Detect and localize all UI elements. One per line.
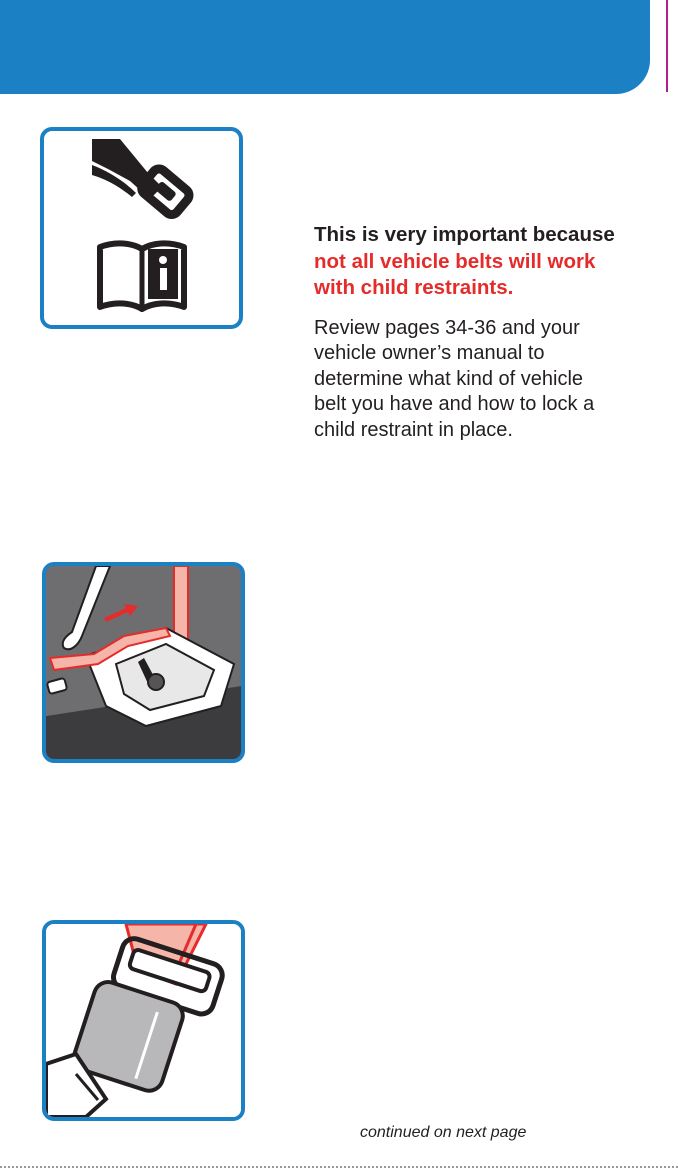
warning-line-1: not all vehicle belts will work xyxy=(314,249,596,273)
body-line-5: child restraint in place. xyxy=(314,418,513,441)
instruction-paragraph xyxy=(314,316,654,444)
bottom-rule xyxy=(0,1166,678,1168)
body-line-3: determine what kind of vehicle xyxy=(314,367,584,390)
warning-line-2: with child restraints. xyxy=(314,276,514,299)
body-line-4: belt you have and how to lock a xyxy=(314,393,595,415)
important-note xyxy=(314,222,654,302)
belt-routing-graphic xyxy=(46,566,241,759)
body-line-1: Review pages 34-36 and your xyxy=(314,316,580,339)
belt-buckle-illustration xyxy=(42,920,245,1121)
belt-buckle-graphic xyxy=(46,924,241,1117)
seatbelt-manual-graphic xyxy=(44,131,239,325)
owners-manual-icon xyxy=(100,243,184,309)
main-text-block xyxy=(314,222,654,443)
continued-note: continued on next page xyxy=(360,1124,527,1141)
body-line-2: vehicle owner’s manual to xyxy=(314,342,545,364)
important-lead: This is very important because xyxy=(314,223,615,246)
belt-routing-illustration xyxy=(42,562,245,763)
header-band xyxy=(0,0,650,94)
page-edge-tab xyxy=(666,0,678,92)
seatbelt-manual-icon-box xyxy=(40,127,243,329)
seatbelt-icon xyxy=(92,139,192,217)
